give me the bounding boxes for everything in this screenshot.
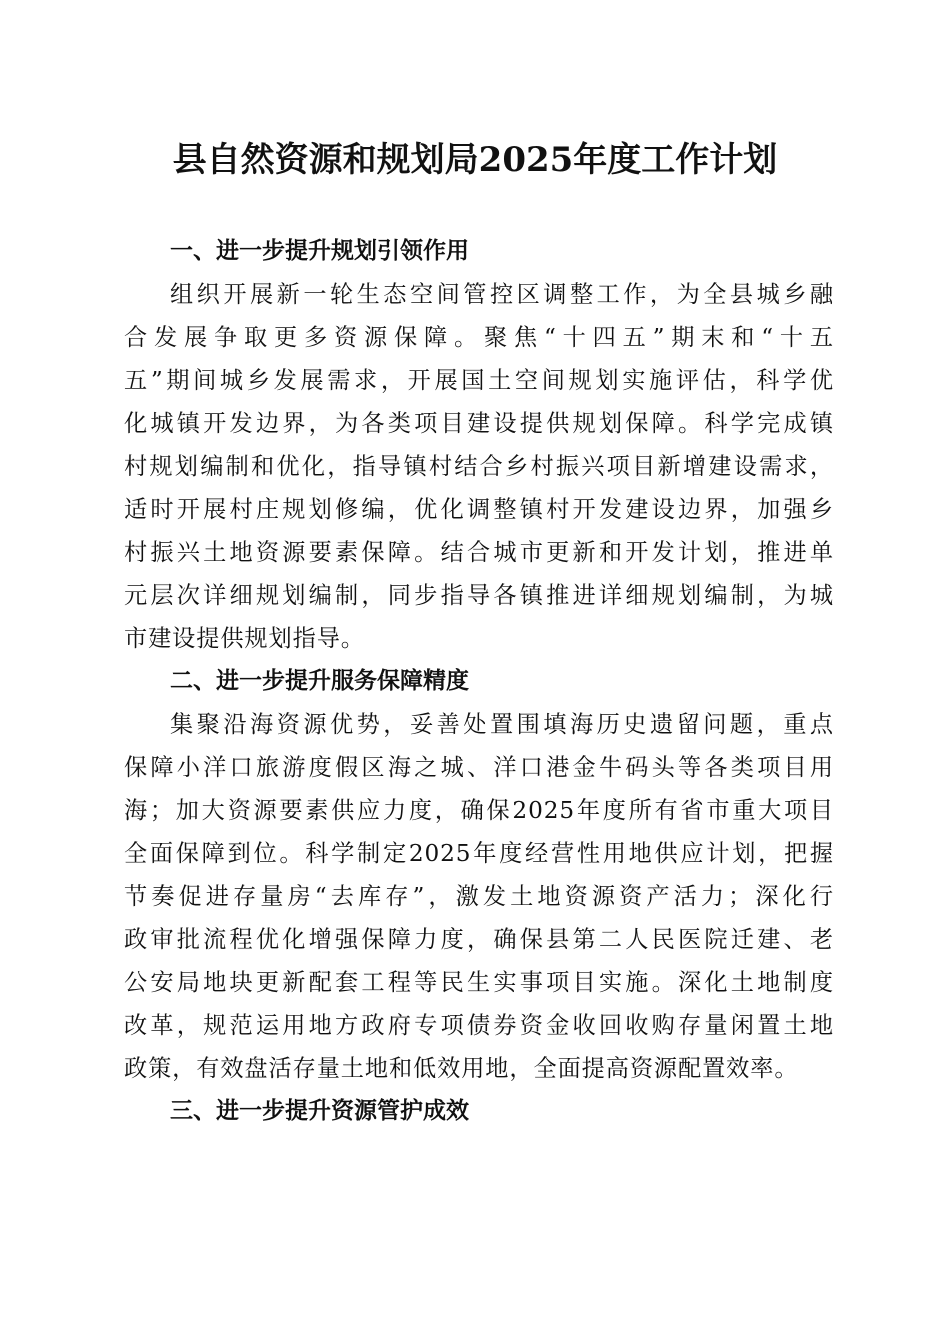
- document-body: [124, 230, 834, 1133]
- paragraph-line: 适时开展村庄规划修编，优化调整镇村开发建设边界，加强乡: [124, 496, 834, 523]
- paragraph-line: 全面保障到位。科学制定2025年度经营性用地供应计划，把握: [124, 840, 834, 867]
- paragraph-line: 政审批流程优化增强保障力度，确保县第二人民医院迁建、老: [124, 926, 834, 953]
- paragraph-line: 政策，有效盘活存量土地和低效用地，全面提高资源配置效率。: [124, 1055, 799, 1082]
- document-title: 县自然资源和规划局2025年度工作计划: [172, 140, 778, 180]
- paragraph-line: 五”期间城乡发展需求，开展国土空间规划实施评估，科学优: [124, 367, 834, 394]
- paragraph-line: 市建设提供规划指导。: [124, 625, 365, 652]
- paragraph-line: 村振兴土地资源要素保障。结合城市更新和开发计划，推进单: [124, 539, 834, 566]
- paragraph-line: 组织开展新一轮生态空间管控区调整工作，为全县城乡融: [170, 281, 834, 308]
- paragraph-line: 化城镇开发边界，为各类项目建设提供规划保障。科学完成镇: [124, 410, 834, 437]
- paragraph-line: 元层次详细规划编制，同步指导各镇推进详细规划编制，为城: [124, 582, 834, 609]
- section-1-paragraph: [124, 273, 834, 660]
- paragraph-line: 公安局地块更新配套工程等民生实事项目实施。深化土地制度: [124, 969, 834, 996]
- paragraph-line: 节奏促进存量房“去库存”，激发土地资源资产活力；深化行: [124, 883, 834, 910]
- paragraph-line: 保障小洋口旅游度假区海之城、洋口港金牛码头等各类项目用: [124, 754, 834, 781]
- paragraph-line: 集聚沿海资源优势，妥善处置围填海历史遗留问题，重点: [170, 711, 834, 738]
- paragraph-line: 改革，规范运用地方政府专项债券资金收回收购存量闲置土地: [124, 1012, 834, 1039]
- section-3-heading: 三、进一步提升资源管护成效: [170, 1098, 469, 1124]
- section-1-heading: 一、进一步提升规划引领作用: [170, 238, 469, 264]
- paragraph-line: 合发展争取更多资源保障。聚焦“十四五”期末和“十五: [124, 324, 834, 351]
- paragraph-line: 海；加大资源要素供应力度，确保2025年度所有省市重大项目: [124, 797, 834, 824]
- section-2-paragraph: [124, 703, 834, 1090]
- section-2-heading: 二、进一步提升服务保障精度: [170, 668, 469, 694]
- paragraph-line: 村规划编制和优化，指导镇村结合乡村振兴项目新增建设需求，: [124, 453, 834, 480]
